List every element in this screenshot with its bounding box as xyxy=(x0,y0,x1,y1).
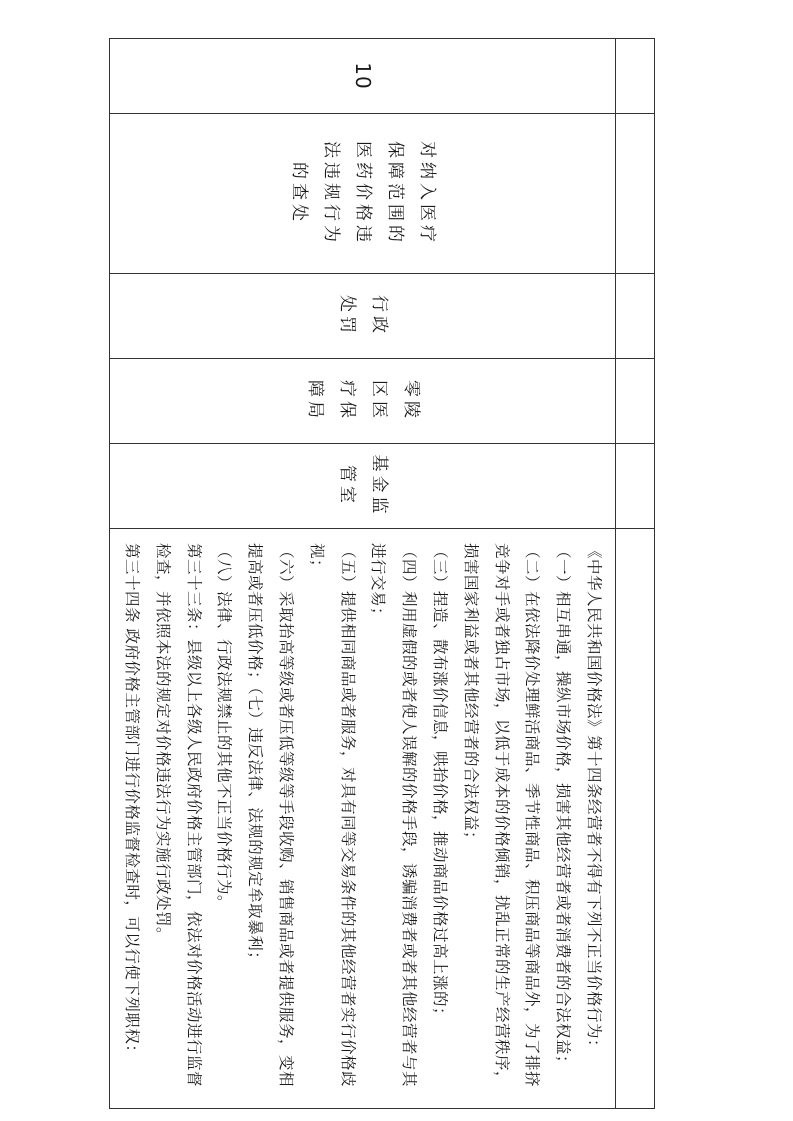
legal-basis-paragraph: （八）法律、行政法规禁止的其他不正当价格行为。 xyxy=(215,543,234,912)
row-number: 10 xyxy=(350,62,375,90)
category-cell xyxy=(110,274,616,359)
rotated-table-sheet xyxy=(115,38,655,1108)
table-row xyxy=(110,39,616,1109)
category: 行政 处罚 xyxy=(336,295,389,337)
legal-basis-paragraph: 第三十四条 政府价格主管部门进行价格监督检查时，可以行使下列职权： xyxy=(123,543,142,1061)
legal-basis-paragraph: （三）捏造、散布涨价信息，哄抬价格，推动商品价格过高上涨的； xyxy=(431,543,450,1024)
legal-basis-paragraph: （六）采取抬高等级或者压低等级等手段收购、销售商品或者提供服务，变相提高或者压低价格；（七）违反法律、法规的规定牟取暴利； xyxy=(246,543,296,1088)
empty-cell xyxy=(616,359,655,444)
item-name: 对纳入医疗 保障范围的 医药价格违 法违规行为 的查处 xyxy=(288,141,437,246)
implementing-body-cell xyxy=(110,359,616,444)
legal-basis-paragraph: （五）提供相同商品或者服务，对具有同等交易条件的其他经营者实行价格歧视； xyxy=(307,543,357,1088)
row-number-cell xyxy=(110,39,616,114)
empty-cell xyxy=(616,274,655,359)
legal-basis-paragraph: 《中华人民共和国价格法》第十四条经营者不得有下列不正当价格行为： xyxy=(585,543,603,1056)
implementing-body: 零陵 区医 疗保 障局 xyxy=(304,380,421,422)
item-table xyxy=(109,38,655,1109)
legal-basis-cell xyxy=(110,529,616,1109)
empty-cell xyxy=(616,529,655,1109)
department-cell xyxy=(110,444,616,529)
top-empty-row xyxy=(616,39,655,1109)
empty-cell xyxy=(616,444,655,529)
legal-basis-paragraph: （一）相互串通，操纵市场价格，损害其他经营者或者消费者的合法权益； xyxy=(554,543,573,1072)
empty-cell xyxy=(616,114,655,274)
legal-basis-paragraph: 第三十三条：县级以上各级人民政府价格主管部门，依法对价格活动进行监督检查，并依照本法的规定对价格违法行为实施行政处罚。 xyxy=(153,543,203,1088)
empty-cell xyxy=(616,39,655,114)
legal-basis-paragraph: （二）在依法降价处理鲜活商品、季节性商品、积压商品等商品外，为了排挤竞争对手或者独占市场，以低于成本的价格倾销，扰乱正常的生产经营秩序，损害国家利益或者其他经营者的合法权益； xyxy=(461,543,542,1088)
item-name-cell xyxy=(110,114,616,274)
department: 基金监 管室 xyxy=(336,454,389,518)
legal-basis-paragraph: （四）利用虚假的或者使人误解的价格手段，诱骗消费者或者其他经营者与其进行交易； xyxy=(369,543,419,1088)
